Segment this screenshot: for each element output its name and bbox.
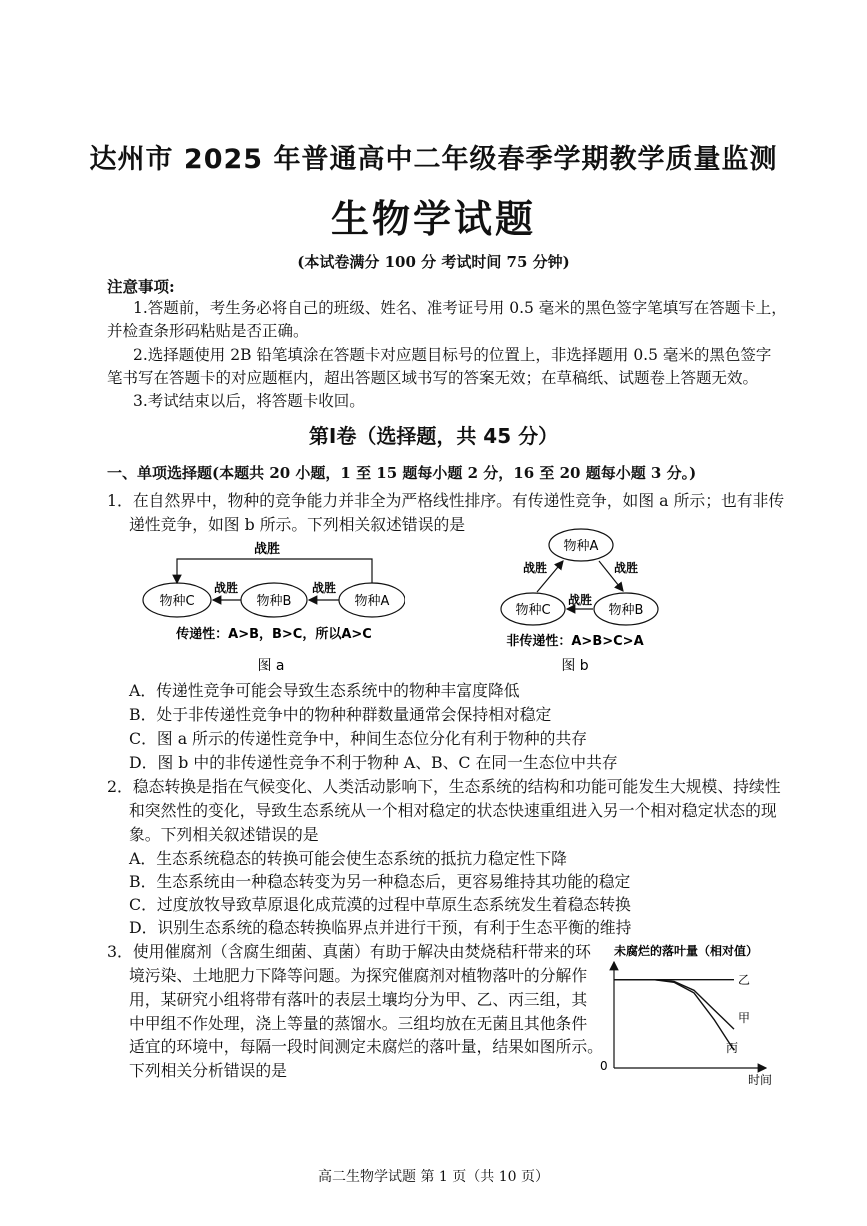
q3-stem-line-3: 用，某研究小组将带有落叶的表层土壤均分为甲、乙、丙三组，其 — [129, 990, 588, 1009]
q3-stem-line-2: 境污染、土地肥力下降等问题。为探究催腐剂对植物落叶的分解作 — [129, 966, 588, 985]
fig-b-win-bottom: 战胜 — [567, 593, 593, 607]
q2-stem-line-3: 象。下列相关叙述错误的是 — [129, 825, 319, 844]
section-1-title: 第Ⅰ卷（选择题，共 45 分） — [308, 424, 559, 448]
notice-item-3: 3.考试结束以后，将答题卡收回。 — [133, 392, 365, 410]
q2-option-a[interactable]: A．生态系统稳态的转换可能会使生态系统的抵抗力稳定性下降 — [129, 849, 567, 868]
q1-figure-b — [495, 525, 660, 675]
fig-a-win-b-over-c: 战胜 — [213, 581, 239, 595]
exam-main-title: 达州市 2025 年普通高中二年级春季学期教学质量监测 — [89, 144, 778, 175]
q1-option-a[interactable]: A．传递性竞争可能会导致生态系统中的物种丰富度降低 — [129, 681, 520, 700]
fig-a-label: 图 a — [257, 658, 285, 674]
notice-heading: 注意事项: — [107, 277, 175, 296]
fig-a-arrow-a-to-c — [177, 559, 372, 583]
q1-stem-line-1: 1．在自然界中，物种的竞争能力并非全为严格线性排序。有传递性竞争，如图 a 所示；也有非传 — [107, 491, 785, 510]
fig-b-label: 图 b — [561, 658, 589, 674]
q1-option-d[interactable]: D．图 b 中的非传递性竞争不利于物种 A、B、C 在同一生态位中共存 — [129, 753, 618, 772]
q2-option-b[interactable]: B．生态系统由一种稳态转变为另一种稳态后，更容易维持其功能的稳定 — [129, 872, 631, 891]
q1-stem-line-2: 递性竞争，如图 b 所示。下列相关叙述错误的是 — [129, 515, 466, 534]
fig-b-node-a-label: 物种A — [563, 539, 599, 554]
fig-a-win-a-over-b: 战胜 — [311, 581, 337, 595]
q3-chart-label-bing: 丙 — [726, 1041, 739, 1055]
page-footer: 高二生物学试题 第 1 页（共 10 页） — [318, 1169, 549, 1185]
q2-stem-line-2: 和突然性的变化，导致生态系统从一个相对稳定的状态快速重组进入另一个相对稳定状态的现 — [129, 801, 777, 820]
q3-stem-line-4: 中甲组不作处理，浇上等量的蒸馏水。三组均放在无菌且其他条件 — [129, 1014, 588, 1033]
q3-chart — [596, 940, 776, 1090]
q2-option-c[interactable]: C．过度放牧导致草原退化成荒漠的过程中草原生态系统发生着稳态转换 — [129, 895, 631, 914]
q3-chart-series — [614, 980, 734, 1051]
notice-item-2-line-1: 2.选择题使用 2B 铅笔填涂在答题卡对应题目标号的位置上，非选择题用 0.5 毫米的黑色签字 — [133, 346, 772, 364]
fig-b-win-left: 战胜 — [522, 561, 548, 575]
fig-a-node-b-label: 物种B — [256, 594, 292, 609]
notice-item-1-line-2: 并检查条形码粘贴是否正确。 — [107, 322, 309, 340]
fig-a-node-c-label: 物种C — [159, 594, 195, 609]
q3-chart-xlabel: 时间 — [748, 1073, 773, 1087]
q3-stem-line-6: 下列相关分析错误的是 — [129, 1061, 287, 1080]
fig-b-caption: 非传递性：A>B>C>A — [506, 634, 644, 649]
q3-chart-origin: 0 — [600, 1059, 608, 1073]
q1-option-c[interactable]: C．图 a 所示的传递性竞争中，种间生态位分化有利于物种的共存 — [129, 729, 588, 748]
fig-a-node-a-label: 物种A — [354, 594, 390, 609]
fig-b-node-c-label: 物种C — [515, 603, 551, 618]
fig-a-caption: 传递性：A>B，B>C，所以A>C — [176, 627, 372, 642]
fig-a-top-win-label: 战胜 — [253, 542, 281, 557]
q3-chart-label-yi: 乙 — [738, 973, 751, 987]
notice-item-1-line-1: 1.答题前，考生务必将自己的班级、姓名、准考证号用 0.5 毫米的黑色签字笔填写在答题卡上， — [133, 299, 787, 317]
notice-item-2-line-2: 笔书写在答题卡的对应题框内，超出答题区域书写的答案无效；在草稿纸、试题卷上答题无效。 — [107, 369, 759, 387]
q1-option-b[interactable]: B．处于非传递性竞争中的物种种群数量通常会保持相对稳定 — [129, 705, 552, 724]
q2-option-d[interactable]: D．识别生态系统的稳态转换临界点并进行干预，有利于生态平衡的维持 — [129, 918, 632, 937]
q1-figure-a — [135, 535, 405, 675]
subject-title: 生物学试题 — [330, 196, 536, 241]
fig-b-node-b-label: 物种B — [608, 603, 644, 618]
fig-b-win-right: 战胜 — [613, 561, 639, 575]
q2-stem-line-1: 2．稳态转换是指在气候变化、人类活动影响下，生态系统的结构和功能可能发生大规模、持续性 — [107, 777, 781, 796]
q3-stem-line-1: 3．使用催腐剂（含腐生细菌、真菌）有助于解决由焚烧秸秆带来的环 — [107, 942, 591, 961]
q3-chart-ylabel: 未腐烂的落叶量（相对值） — [614, 944, 759, 958]
q3-chart-label-jia: 甲 — [738, 1011, 751, 1025]
part-1-heading: 一、单项选择题(本题共 20 小题，1 至 15 题每小题 2 分，16 至 20 题每小题 3 分。) — [107, 464, 697, 482]
q3-series-line-丙 — [614, 980, 734, 1051]
exam-score-time-note: (本试卷满分 100 分 考试时间 75 分钟) — [297, 253, 570, 271]
q3-stem-line-5: 适宜的环境中，每隔一段时间测定未腐烂的落叶量，结果如图所示。 — [129, 1037, 603, 1056]
